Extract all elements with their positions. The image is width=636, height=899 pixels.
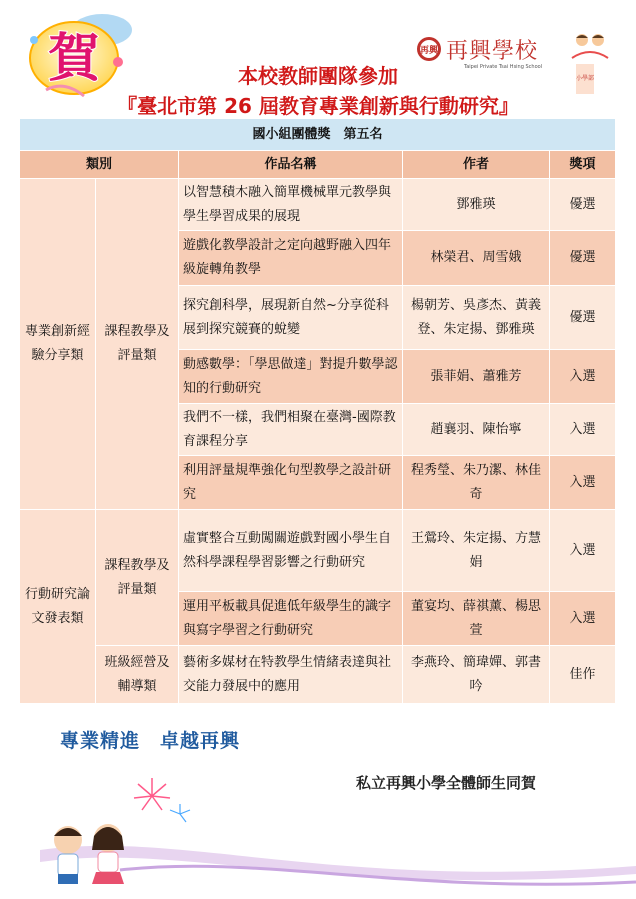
awards-table	[19, 118, 616, 704]
school-division: 小學部	[576, 64, 594, 94]
award: 入選	[550, 456, 616, 510]
work-title: 虛實整合互動闖關遊戲對國小學生自然科學課程學習影響之行動研究	[179, 510, 403, 592]
authors: 楊朝芳、吳彥杰、黃義登、朱定揚、鄧雅瑛	[403, 286, 550, 350]
work-title: 運用平板載具促進低年級學生的識字與寫字學習之行動研究	[179, 592, 403, 646]
authors: 趙襄羽、陳怡寧	[403, 404, 550, 456]
slogan: 專業精進 卓越再興	[60, 730, 241, 752]
award: 優選	[550, 286, 616, 350]
fireworks-icon	[134, 778, 190, 822]
page-title-line2: 『臺北市第 26 屆教育專業創新與行動研究』	[117, 94, 519, 118]
subcategory-cell: 課程教學及評量類	[96, 510, 179, 646]
award: 入選	[550, 510, 616, 592]
authors: 李燕玲、簡瑋嬋、郭書吟	[403, 646, 550, 704]
congratulations-text: 私立再興小學全體師生同賀	[356, 774, 537, 792]
header-work: 作品名稱	[179, 151, 403, 179]
header-category: 類別	[20, 151, 179, 179]
work-title: 探究創科學，展現新自然~分享從科展到探究競賽的蛻變	[179, 286, 403, 350]
award: 入選	[550, 350, 616, 404]
work-title: 以智慧積木融入簡單機械單元教學與學生學習成果的展現	[179, 179, 403, 231]
work-title: 利用評量規準強化句型教學之設計研究	[179, 456, 403, 510]
badge-character: 賀	[47, 29, 101, 89]
authors: 王鶯玲、朱定揚、方慧娟	[403, 510, 550, 592]
school-emblem-icon	[416, 36, 442, 62]
table-row	[20, 179, 616, 231]
category-cell: 行動研究論文發表類	[20, 510, 96, 704]
award: 入選	[550, 592, 616, 646]
school-english-name: Taipei Private Tsai Hsing School	[464, 64, 543, 70]
page-title-line1: 本校教師團隊參加	[238, 64, 398, 88]
authors: 程秀瑩、朱乃潔、林佳奇	[403, 456, 550, 510]
students-icon	[570, 32, 610, 62]
award: 佳作	[550, 646, 616, 704]
award: 入選	[550, 404, 616, 456]
table-banner: 國小組團體獎 第五名	[20, 119, 616, 151]
table-row	[20, 510, 616, 592]
award: 優選	[550, 231, 616, 286]
category-cell: 專業創新經驗分享類	[20, 179, 96, 510]
work-title: 我們不一樣，我們相聚在臺灣-國際教育課程分享	[179, 404, 403, 456]
emblem-text: 再興	[419, 46, 439, 56]
award: 優選	[550, 179, 616, 231]
authors: 林榮君、周雪娥	[403, 231, 550, 286]
subcategory-cell: 課程教學及評量類	[96, 179, 179, 510]
authors: 張菲娟、蕭雅芳	[403, 350, 550, 404]
school-name: 再興學校	[446, 39, 539, 64]
header-authors: 作者	[403, 151, 550, 179]
authors: 董宴均、薛祺薰、楊思萱	[403, 592, 550, 646]
subcategory-cell: 班級經營及輔導類	[96, 646, 179, 704]
header-award: 獎項	[550, 151, 616, 179]
authors: 鄧雅瑛	[403, 179, 550, 231]
work-title: 藝術多媒材在特教學生情緒表達與社交能力發展中的應用	[179, 646, 403, 704]
work-title: 動感數學：「學思做達」對提升數學認知的行動研究	[179, 350, 403, 404]
table-row	[20, 646, 616, 704]
work-title: 遊戲化教學設計之定向越野融入四年級旋轉角教學	[179, 231, 403, 286]
bottom-decoration	[0, 770, 636, 899]
